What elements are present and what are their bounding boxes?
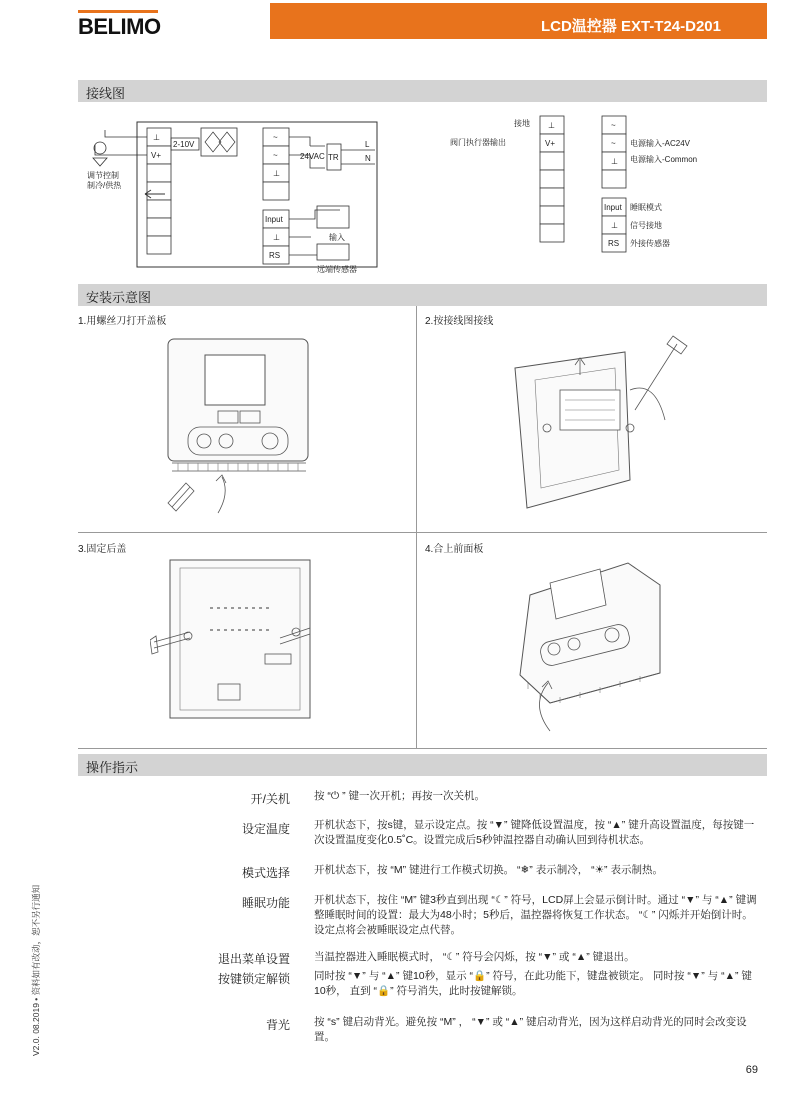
wr-label-sleep: 睡眠模式 <box>630 203 662 212</box>
install-grid-hline <box>78 532 767 533</box>
op-text-exit: 当温控器进入睡眠模式时， “☾” 符号会闪烁，按 “▼” 或 “▲” 键退出。 <box>314 951 635 963</box>
wr-term-input: Input <box>604 203 622 212</box>
op-text-sleep: 开机状态下，按住 “M” 键3秒直到出现 “☾” 符号，LCD屏上会显示倒计时。通过 “▼” 与 “▲” 键调整睡眠时间的设置：最大为48小时；5秒后，温控器将恢复工作状态。 “☾” 闪烁并开始倒计时。设定点将会被睡眠设定点代替。 <box>314 894 757 936</box>
product-title: LCD温控器 EXT-T24-D201 <box>540 18 721 35</box>
wl-valve-note-2: 制冷/供热 <box>87 181 122 190</box>
section-wiring-title: 接线图 <box>86 86 126 101</box>
wl-term-gnd2: ⊥ <box>273 169 280 178</box>
install-step-4: 4.合上前面板 <box>425 544 484 555</box>
wl-supply: 24VAC <box>300 152 325 161</box>
wl-sensor-label: 远端传感器 <box>317 265 357 274</box>
wl-transformer: TR <box>328 153 339 162</box>
op-text-power: 按 “⏻ ” 键一次开机；再按一次关机。 <box>314 790 486 802</box>
wr-term-gnd: ⊥ <box>548 121 555 130</box>
wl-term-input: Input <box>265 215 283 224</box>
belimo-logo <box>78 14 161 40</box>
page-number: 69 <box>745 1064 758 1076</box>
illustration-fix-back <box>150 556 325 726</box>
wr-label-ext-sensor: 外接传感器 <box>630 239 670 248</box>
illustration-open-cover <box>160 335 320 520</box>
wl-term-ac1: ~ <box>273 133 278 142</box>
wr-term-gnd3: ⊥ <box>611 221 618 230</box>
wl-term-rs: RS <box>269 251 281 260</box>
illustration-close-front <box>510 555 670 735</box>
header-banner <box>270 3 767 39</box>
op-text-backlight: 按 “s” 键启动背光。避免按 “M” ， “▼” 或 “▲” 键启动背光，因为这样启动背光的同时会改变设置。 <box>314 1016 747 1043</box>
op-text-settemp: 开机状态下，按s键，显示设定点。按 “▼” 键降低设置温度，按 “▲” 键升高设置温度，每按键一次设置温度变化0.5˚C。设置完成后5秒钟温控器自动确认回到待机状态。 <box>314 819 755 846</box>
wl-neutral: N <box>365 154 371 163</box>
section-ops <box>78 754 767 776</box>
wl-term-ac2: ~ <box>273 151 278 160</box>
section-install <box>78 284 767 306</box>
wiring-diagram-right <box>440 112 720 262</box>
section-ops-title: 操作指示 <box>86 760 139 775</box>
version-note: V2.0. 08.2019 • 资料如有改动，恕不另行通知 <box>31 884 41 1056</box>
wl-line: L <box>365 140 370 149</box>
op-label-mode: 模式选择 <box>241 866 290 880</box>
install-step-3: 3.固定后盖 <box>78 544 127 555</box>
op-label-sleep: 睡眠功能 <box>241 896 290 910</box>
op-label-settemp: 设定温度 <box>241 822 290 836</box>
install-grid-vline <box>416 306 417 748</box>
wl-valve-note-1: 调节控制 <box>87 171 119 180</box>
wr-term-rs: RS <box>608 239 620 248</box>
logo-accent-bar <box>78 10 158 13</box>
install-grid-bottom <box>78 748 767 749</box>
install-step-1: 1.用螺丝刀打开盖板 <box>78 316 167 327</box>
wl-term-gnd3: ⊥ <box>273 233 280 242</box>
wr-term-ac1: ~ <box>611 121 616 130</box>
section-install-title: 安装示意图 <box>86 290 152 305</box>
wl-term-vplus: V+ <box>151 151 162 160</box>
op-label-exit: 退出菜单设置 <box>217 952 290 966</box>
wr-term-vplus: V+ <box>545 139 556 148</box>
wr-term-gnd2: ⊥ <box>611 157 618 166</box>
wiring-diagram-left <box>85 110 395 275</box>
wl-term-gnd: ⊥ <box>153 133 160 142</box>
logo-text: BELIMO <box>78 14 161 39</box>
illustration-wiring <box>505 330 705 520</box>
wl-signal: 2-10V <box>173 140 195 149</box>
op-text-mode: 开机状态下，按 “M” 键进行工作模式切换。 “❄” 表示制冷， “☀” 表示制热。 <box>314 864 663 876</box>
section-wiring <box>78 80 767 102</box>
op-label-lock: 按键锁定解锁 <box>217 972 290 986</box>
op-label-backlight: 背光 <box>265 1018 290 1032</box>
wr-label-ac24: 电源输入-AC24V <box>630 139 691 148</box>
op-text-lock: 同时按 “▼” 与 “▲” 键10秒，显示 “🔒” 符号，在此功能下，键盘被锁定。 同时按 “▼” 与 “▲” 键10秒， 直到 “🔒” 符号消失，此时按键解锁。 <box>314 970 752 997</box>
wr-label-signal-gnd: 信号接地 <box>630 221 662 230</box>
op-label-power: 开/关机 <box>250 792 290 806</box>
wr-label-gnd: 接地 <box>514 119 530 128</box>
wl-input-label: 输入 <box>329 233 345 242</box>
wr-label-common: 电源输入-Common <box>630 155 698 164</box>
wr-term-ac2: ~ <box>611 139 616 148</box>
install-step-2: 2.按接线图接线 <box>425 316 494 327</box>
wr-label-valve: 阀门执行器输出 <box>450 138 506 147</box>
